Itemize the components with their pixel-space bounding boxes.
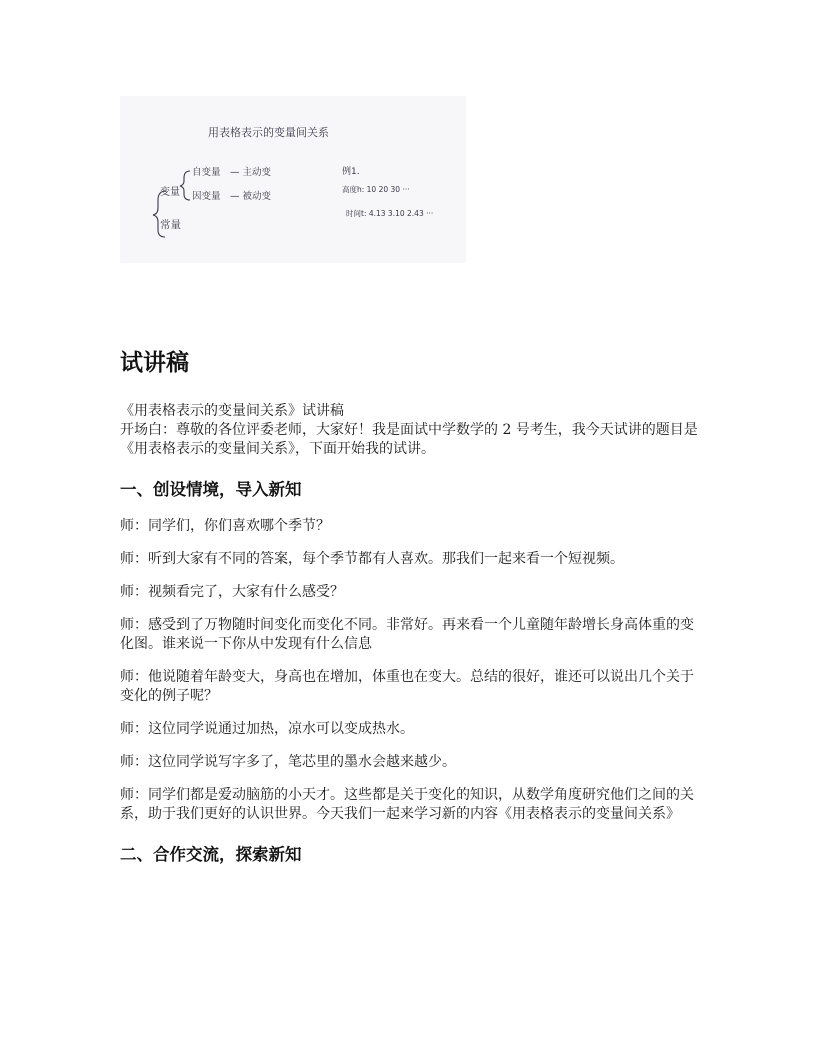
dialogue-paragraph: 师：同学们都是爱动脑筋的小天才。这些都是关于变化的知识，从数学角度研究他们之间的关系，助于我们更好的认识世界。今天我们一起来学习新的内容《用表格表示的变量间关系》	[120, 787, 694, 822]
document-title: 试讲稿	[120, 350, 189, 376]
constant-label: 常量	[160, 219, 181, 231]
variable-label: 变量	[160, 187, 180, 198]
dialogue-paragraph: 师：他说随着年龄变大，身高也在增加，体重也在变大。总结的很好，谁还可以说出几个关于变化的例子呢？	[120, 669, 694, 704]
dependent-desc: — 被动变	[230, 191, 272, 202]
example-label: 例1.	[342, 167, 360, 177]
time-row: 时间t: 4.13 3.10 2.43 ···	[346, 209, 434, 218]
dialogue-paragraph: 师：这位同学说通过加热，凉水可以变成热水。	[120, 721, 414, 737]
whiteboard-drawing	[120, 96, 466, 263]
dependent-variable: 因变量	[192, 191, 221, 202]
section-2-title: 二、合作交流，探索新知	[120, 845, 302, 864]
document-subtitle: 《用表格表示的变量间关系》试讲稿	[120, 403, 344, 419]
inner-brace	[180, 171, 190, 200]
opening-paragraph: 开场白：尊敬的各位评委老师，大家好！我是面试中学数学的 2 号考生，我今天试讲的题目是《用表格表示的变量间关系》，下面开始我的试讲。	[120, 422, 698, 457]
section-1-title: 一、创设情境，导入新知	[120, 480, 302, 499]
dialogue-paragraph: 师：听到大家有不同的答案，每个季节都有人喜欢。那我们一起来看一个短视频。	[120, 551, 624, 567]
dialogue-paragraph: 师：感受到了万物随时间变化而变化不同。非常好。再来看一个儿童随年龄增长身高体重的变化图。谁来说一下你从中发现有什么信息	[120, 617, 694, 652]
independent-variable: 自变量	[192, 167, 221, 178]
height-row: 高度h: 10 20 30 ···	[342, 185, 410, 194]
board-title: 用表格表示的变量间关系	[208, 126, 329, 139]
dialogue-paragraph: 师：这位同学说写字多了，笔芯里的墨水会越来越少。	[120, 754, 456, 770]
independent-desc: — 主动变	[230, 167, 272, 178]
dialogue-paragraph: 师：视频看完了，大家有什么感受？	[120, 584, 344, 600]
dialogue-paragraph: 师：同学们，你们喜欢哪个季节？	[120, 518, 330, 534]
whiteboard-photo	[120, 96, 466, 263]
document-page	[120, 96, 700, 882]
